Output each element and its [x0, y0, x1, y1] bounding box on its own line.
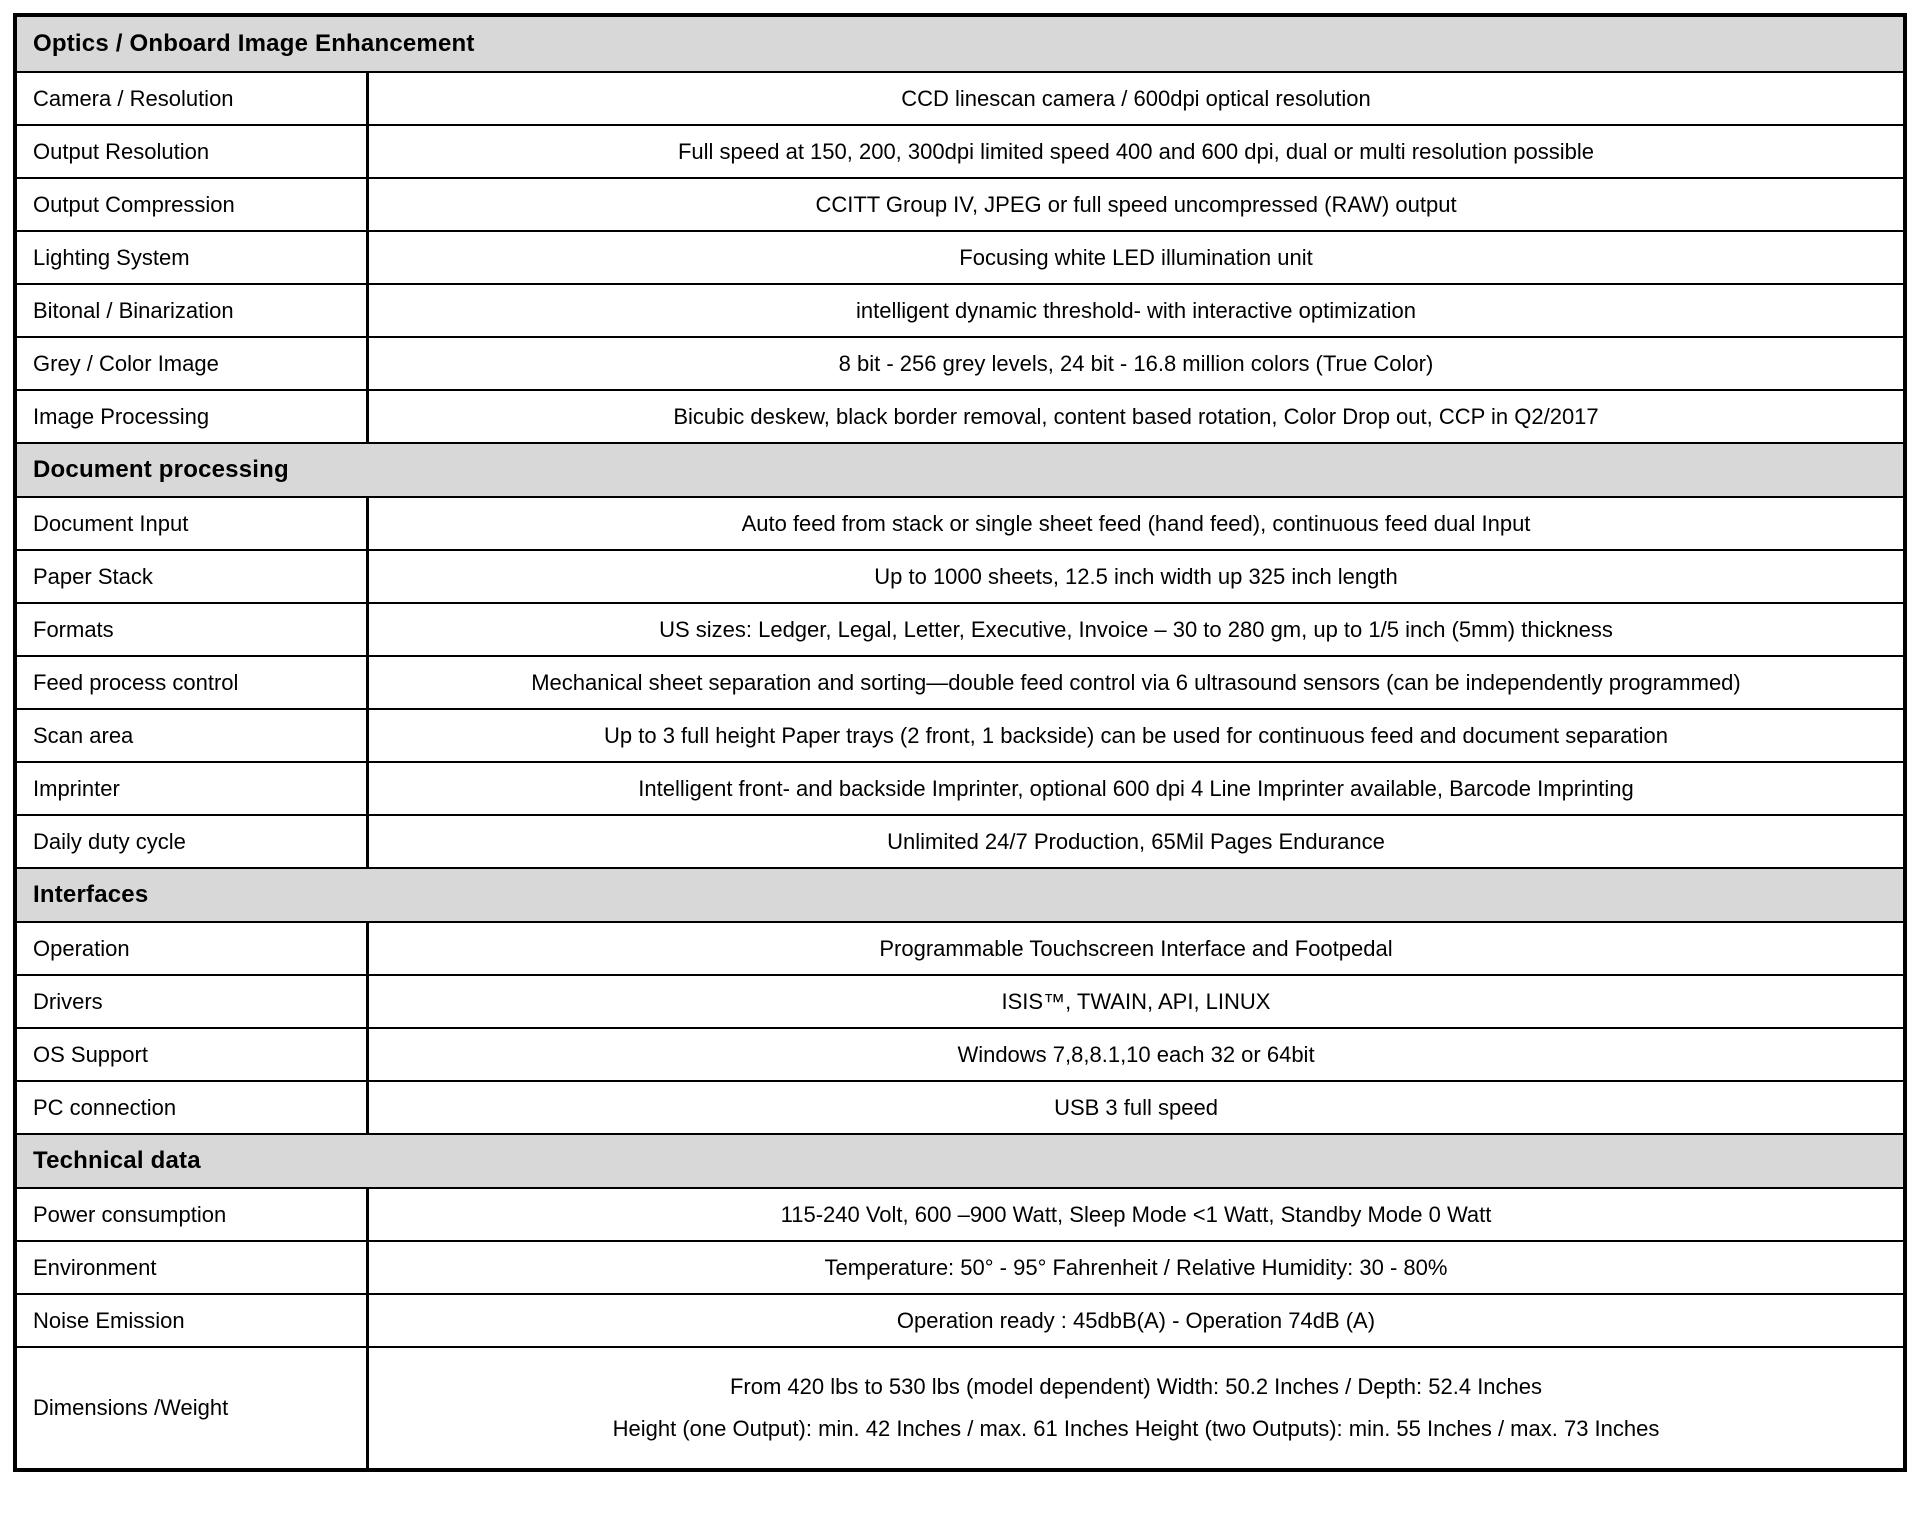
row-label: Output Compression [17, 179, 369, 230]
row-value: intelligent dynamic threshold- with interactive optimization [855, 297, 1417, 323]
table-row [17, 921, 1903, 974]
row-value: Up to 1000 sheets, 12.5 inch width up 325 inch length [874, 563, 1398, 589]
row-label: Imprinter [17, 763, 369, 814]
row-value: Programmable Touchscreen Interface and Footpedal [879, 935, 1393, 961]
table-row [17, 761, 1903, 814]
row-value: ISIS™, TWAIN, API, LINUX [1001, 988, 1271, 1014]
row-label: Environment [17, 1242, 369, 1293]
table-row [17, 602, 1903, 655]
table-row [17, 1346, 1903, 1468]
table-row [17, 71, 1903, 124]
table-row [17, 336, 1903, 389]
table-row [17, 1293, 1903, 1346]
table-row [17, 974, 1903, 1027]
row-value: Focusing white LED illumination unit [959, 244, 1313, 270]
row-value: Unlimited 24/7 Production, 65Mil Pages Endurance [887, 828, 1385, 854]
table-row [17, 1240, 1903, 1293]
row-label: Scan area [17, 710, 369, 761]
row-label: Drivers [17, 976, 369, 1027]
row-label: Lighting System [17, 232, 369, 283]
table-row [17, 230, 1903, 283]
row-value: Bicubic deskew, black border removal, content based rotation, Color Drop out, CCP in Q2/2017 [673, 403, 1599, 429]
table-row [17, 389, 1903, 442]
row-label: Camera / Resolution [17, 73, 369, 124]
row-value: Operation ready : 45dbB(A) - Operation 74dB (A) [896, 1307, 1376, 1333]
row-label: Daily duty cycle [17, 816, 369, 867]
row-label: Feed process control [17, 657, 369, 708]
table-row [17, 177, 1903, 230]
table-row [17, 1027, 1903, 1080]
row-label: Operation [17, 923, 369, 974]
section-header: Document processing [17, 442, 1903, 496]
row-value-line: Height (one Output): min. 42 Inches / max. 61 Inches Height (two Outputs): min. 55 Inches / max. 73 Inches [612, 1416, 1660, 1441]
row-value-line: From 420 lbs to 530 lbs (model dependent) Width: 50.2 Inches / Depth: 52.4 Inches [729, 1374, 1543, 1399]
row-value: CCD linescan camera / 600dpi optical resolution [901, 85, 1371, 111]
table-row [17, 814, 1903, 867]
row-value [369, 1348, 1903, 1468]
row-label: Output Resolution [17, 126, 369, 177]
table-row [17, 708, 1903, 761]
row-value: Up to 3 full height Paper trays (2 front, 1 backside) can be used for continuous feed and document separation [604, 722, 1668, 748]
row-value: US sizes: Ledger, Legal, Letter, Executive, Invoice – 30 to 280 gm, up to 1/5 inch (5mm) thickness [659, 616, 1613, 642]
section-header: Technical data [17, 1133, 1903, 1187]
row-label: Grey / Color Image [17, 338, 369, 389]
row-label: Document Input [17, 498, 369, 549]
table-row [17, 496, 1903, 549]
row-value: Temperature: 50° - 95° Fahrenheit / Relative Humidity: 30 - 80% [824, 1254, 1448, 1280]
row-label: Power consumption [17, 1189, 369, 1240]
table-row [17, 549, 1903, 602]
row-value: Auto feed from stack or single sheet feed (hand feed), continuous feed dual Input [741, 510, 1531, 536]
row-label: Paper Stack [17, 551, 369, 602]
row-label: OS Support [17, 1029, 369, 1080]
row-value: 8 bit - 256 grey levels, 24 bit - 16.8 million colors (True Color) [838, 350, 1434, 376]
row-label: Noise Emission [17, 1295, 369, 1346]
row-value: CCITT Group IV, JPEG or full speed uncompressed (RAW) output [815, 191, 1457, 217]
table-row [17, 1187, 1903, 1240]
table-row [17, 124, 1903, 177]
row-label: Dimensions /Weight [17, 1348, 369, 1468]
spec-sheet-table [13, 13, 1907, 1472]
row-value: Mechanical sheet separation and sorting—double feed control via 6 ultrasound sensors (can be independently programmed) [531, 669, 1741, 695]
row-value: 115-240 Volt, 600 –900 Watt, Sleep Mode <1 Watt, Standby Mode 0 Watt [780, 1201, 1492, 1227]
table-row [17, 1080, 1903, 1133]
table-row [17, 655, 1903, 708]
row-label: Formats [17, 604, 369, 655]
row-label: Image Processing [17, 391, 369, 442]
row-value: Full speed at 150, 200, 300dpi limited speed 400 and 600 dpi, dual or multi resolution possible [677, 138, 1595, 164]
table-row [17, 283, 1903, 336]
row-value: Windows 7,8,8.1,10 each 32 or 64bit [957, 1041, 1315, 1067]
section-header: Interfaces [17, 867, 1903, 921]
row-value: Intelligent front- and backside Imprinter, optional 600 dpi 4 Line Imprinter available, Barcode Imprinting [638, 775, 1634, 801]
row-label: Bitonal / Binarization [17, 285, 369, 336]
row-value: USB 3 full speed [1054, 1094, 1218, 1120]
section-header: Optics / Onboard Image Enhancement [17, 17, 1903, 71]
row-label: PC connection [17, 1082, 369, 1133]
